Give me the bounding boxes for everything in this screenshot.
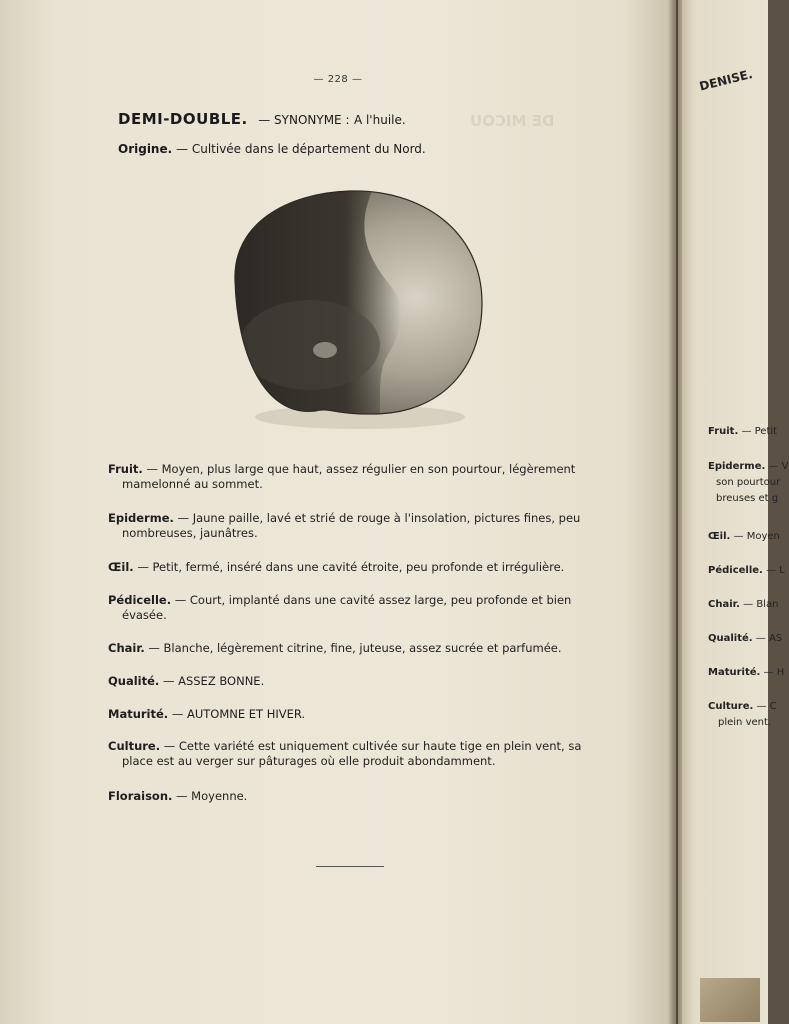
- entry-text: — Jaune paille, lavé et strié de rouge à l'insolation, pictures fines, peu: [177, 511, 581, 525]
- entry-label: Epiderme.: [108, 511, 174, 525]
- right-entry: Chair. — Blan: [708, 599, 779, 610]
- entry-text-cont: place est au verger sur pâturages où elle produit abondamment.: [122, 754, 496, 768]
- entry-text: — Court, implanté dans une cavité assez large, peu profonde et bien: [174, 593, 572, 607]
- entry-label: Chair.: [108, 641, 145, 655]
- entry-text: — AUTOMNE ET HIVER.: [171, 707, 306, 721]
- entry-oeil: [108, 560, 598, 575]
- right-entry: Culture. — C: [708, 701, 777, 712]
- entry-text: — Petit, fermé, inséré dans une cavité étroite, peu profonde et irrégulière.: [137, 560, 565, 574]
- entry-text: — Moyen, plus large que haut, assez régulier en son pourtour, légèrement: [146, 462, 576, 476]
- variety-title: [118, 110, 406, 128]
- entry-label: Maturité.: [108, 707, 169, 721]
- photo-thumbnail: [700, 978, 760, 1022]
- right-entry: Epiderme. — V: [708, 461, 789, 472]
- right-entry: Maturité. — H: [708, 667, 785, 678]
- right-page-title: DENISE.: [698, 66, 754, 94]
- right-entry: Pédicelle. — L: [708, 565, 785, 576]
- end-rule: [316, 866, 384, 867]
- page-number: — 228 —: [313, 74, 363, 85]
- entry-label: Culture.: [108, 739, 161, 753]
- variety-name: DEMI-DOUBLE.: [118, 110, 248, 128]
- entry-text-cont: évasée.: [122, 608, 167, 622]
- entry-culture: [108, 739, 598, 769]
- right-entry: Fruit. — Petit: [708, 426, 778, 437]
- entry-chair: [108, 641, 598, 656]
- entry-text: — Cette variété est uniquement cultivée sur haute tige en plein vent, sa: [163, 739, 582, 753]
- entry-fruit: [108, 462, 598, 492]
- entry-label: Œil.: [108, 560, 134, 574]
- entry-text-cont: nombreuses, jaunâtres.: [122, 526, 258, 540]
- bleed-through-title: DE MICOU: [470, 112, 555, 130]
- origin-text: — Cultivée dans le département du Nord.: [176, 142, 426, 156]
- entry-maturite: [108, 707, 598, 722]
- entry-text: — Blanche, légèrement citrine, fine, juteuse, assez sucrée et parfumée.: [148, 641, 562, 655]
- entry-text: — ASSEZ BONNE.: [162, 674, 265, 688]
- right-entry: Qualité. — AS: [708, 633, 783, 644]
- entry-qualite: [108, 674, 598, 689]
- right-page: [678, 0, 768, 1024]
- right-entry: breuses et g: [716, 493, 779, 504]
- entry-epiderme: [108, 511, 598, 541]
- entry-label: Pédicelle.: [108, 593, 172, 607]
- synonym-label: — SYNONYME :: [258, 113, 350, 127]
- origin-label: Origine.: [118, 142, 173, 156]
- right-entry: plein vent.: [718, 717, 772, 728]
- book-gutter: [668, 0, 682, 1024]
- entry-label: Fruit.: [108, 462, 143, 476]
- entry-floraison: [108, 789, 598, 804]
- right-entry: son pourtour: [716, 477, 781, 488]
- synonym-value: A l'huile.: [353, 113, 406, 127]
- entry-text-cont: mamelonné au sommet.: [122, 477, 263, 491]
- entry-label: Qualité.: [108, 674, 160, 688]
- entry-pedicelle: [108, 593, 598, 623]
- entry-label: Floraison.: [108, 789, 173, 803]
- entry-text: — Moyenne.: [176, 789, 248, 803]
- right-entry: Œil. — Moyen: [708, 531, 780, 542]
- origin-line: [118, 142, 426, 156]
- apple-photograph: [215, 185, 495, 435]
